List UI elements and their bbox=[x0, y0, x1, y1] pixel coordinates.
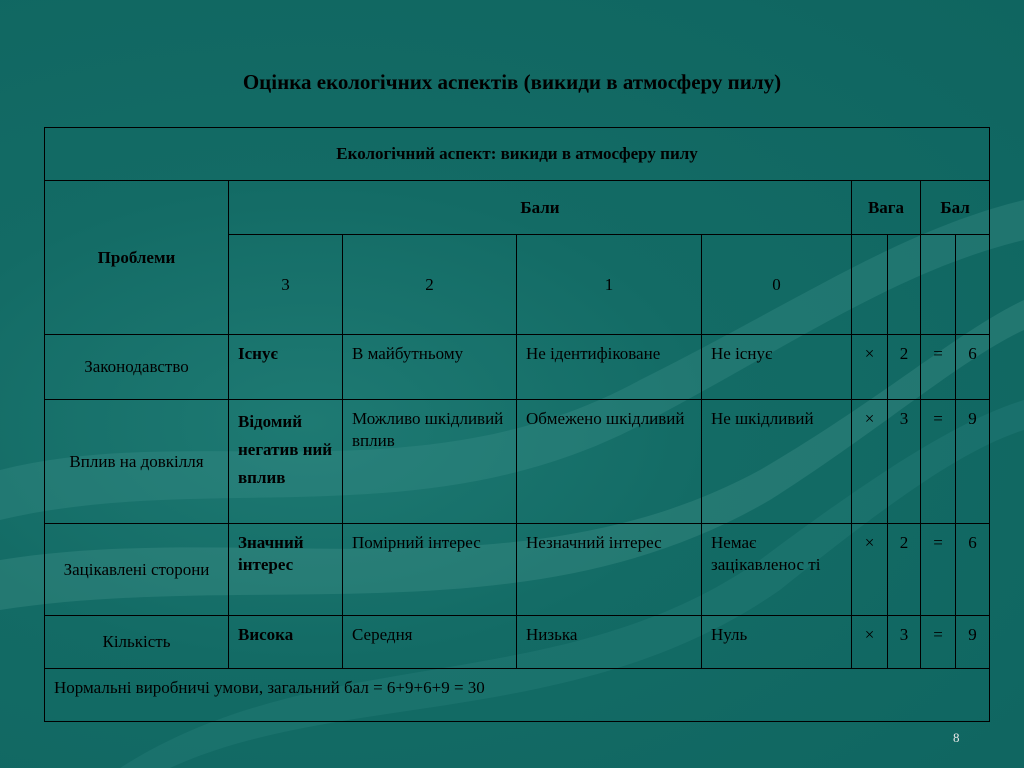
row-level-3: Існує bbox=[229, 335, 343, 400]
header-points: Бали bbox=[229, 181, 852, 235]
header-level-0: 0 bbox=[702, 235, 852, 335]
row-score: 9 bbox=[956, 616, 990, 669]
row-level-1: Незначний інтерес bbox=[517, 524, 702, 616]
table-row bbox=[45, 524, 990, 616]
row-score: 6 bbox=[956, 524, 990, 616]
slide-title: Оцінка екологічних аспектів (викиди в атмосферу пилу) bbox=[242, 70, 782, 94]
table-caption: Екологічний аспект: викиди в атмосферу пилу bbox=[45, 128, 990, 181]
table-row bbox=[45, 400, 990, 524]
row-problem: Вплив на довкілля bbox=[45, 400, 229, 524]
row-level-1: Низька bbox=[517, 616, 702, 669]
equals-sign: = bbox=[921, 524, 956, 616]
row-level-3: Висока bbox=[229, 616, 343, 669]
row-level-0: Немає зацікавленос ті bbox=[702, 524, 852, 616]
header-level-3: 3 bbox=[229, 235, 343, 335]
table-row bbox=[45, 616, 990, 669]
header-level-2: 2 bbox=[343, 235, 517, 335]
row-level-1: Обмежено шкідливий bbox=[517, 400, 702, 524]
header-problems: Проблеми bbox=[45, 181, 229, 335]
row-weight: 3 bbox=[888, 616, 921, 669]
empty-cell bbox=[888, 235, 921, 335]
header-score: Бал bbox=[921, 181, 990, 235]
table-row bbox=[45, 335, 990, 400]
aspect-evaluation-table bbox=[44, 127, 990, 722]
row-problem: Законодавство bbox=[45, 335, 229, 400]
multiply-sign: × bbox=[852, 335, 888, 400]
row-level-2: Можливо шкідливий вплив bbox=[343, 400, 517, 524]
row-level-2: Середня bbox=[343, 616, 517, 669]
row-weight: 3 bbox=[888, 400, 921, 524]
header-weight: Вага bbox=[852, 181, 921, 235]
row-score: 6 bbox=[956, 335, 990, 400]
row-problem: Кількість bbox=[45, 616, 229, 669]
empty-cell bbox=[956, 235, 990, 335]
equals-sign: = bbox=[921, 335, 956, 400]
equals-sign: = bbox=[921, 400, 956, 524]
row-level-0: Не існує bbox=[702, 335, 852, 400]
header-level-1: 1 bbox=[517, 235, 702, 335]
row-score: 9 bbox=[956, 400, 990, 524]
empty-cell bbox=[921, 235, 956, 335]
row-weight: 2 bbox=[888, 524, 921, 616]
row-level-2: Помірний інтерес bbox=[343, 524, 517, 616]
equals-sign: = bbox=[921, 616, 956, 669]
row-problem: Зацікавлені сторони bbox=[45, 524, 229, 616]
row-level-1: Не ідентифіковане bbox=[517, 335, 702, 400]
row-level-0: Не шкідливий bbox=[702, 400, 852, 524]
row-level-0: Нуль bbox=[702, 616, 852, 669]
page-number: 8 bbox=[953, 730, 960, 745]
multiply-sign: × bbox=[852, 400, 888, 524]
multiply-sign: × bbox=[852, 524, 888, 616]
row-weight: 2 bbox=[888, 335, 921, 400]
multiply-sign: × bbox=[852, 616, 888, 669]
table-footer-summary: Нормальні виробничі умови, загальний бал = 6+9+6+9 = 30 bbox=[45, 669, 990, 722]
empty-cell bbox=[852, 235, 888, 335]
row-level-3: Відомий негатив ний вплив bbox=[229, 400, 343, 524]
row-level-3: Значний інтерес bbox=[229, 524, 343, 616]
row-level-2: В майбутньому bbox=[343, 335, 517, 400]
